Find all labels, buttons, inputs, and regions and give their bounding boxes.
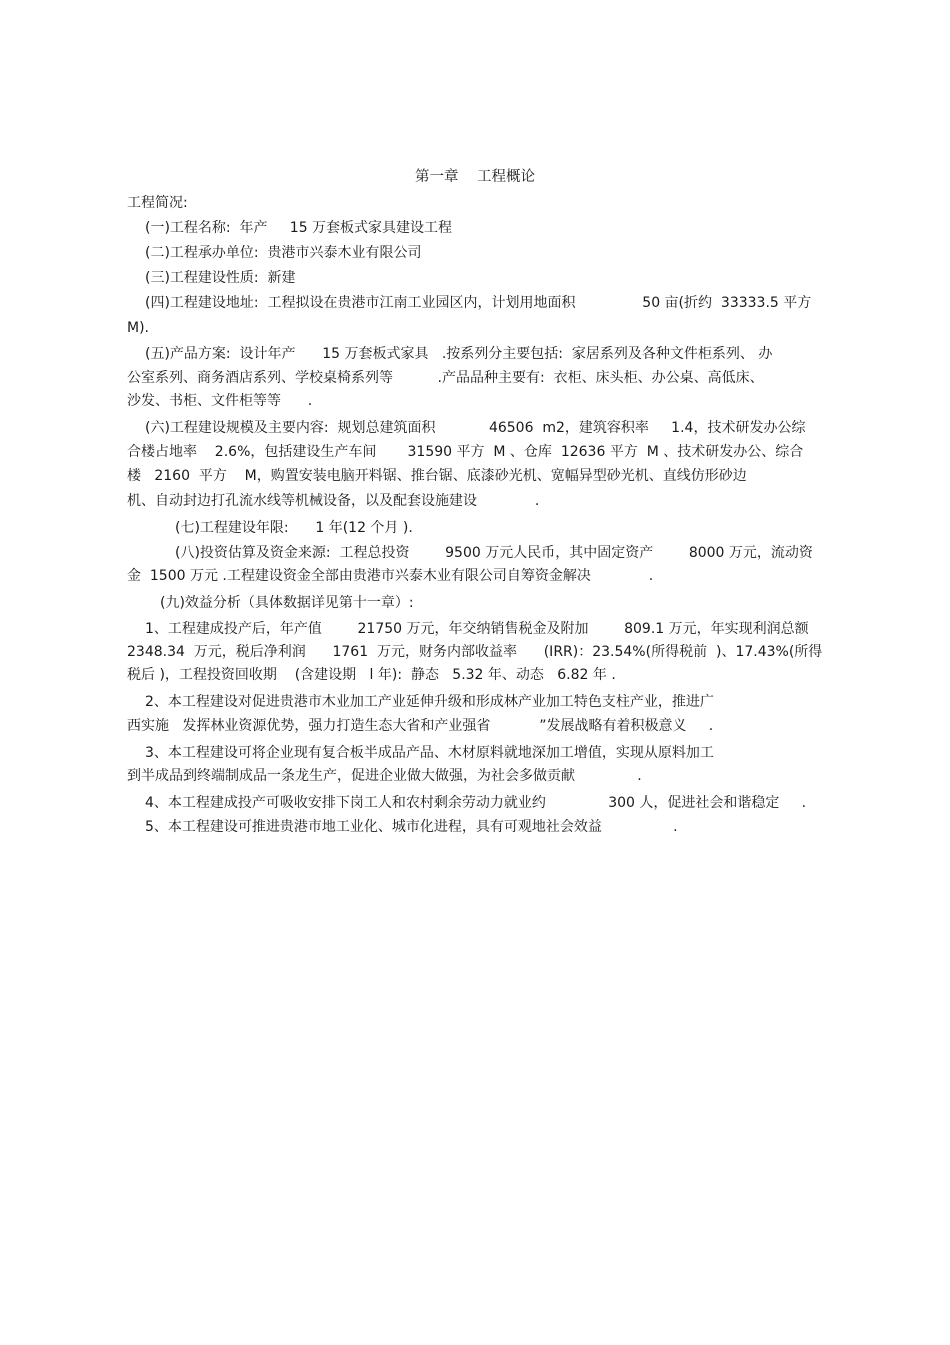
benefit-4: 4、本工程建成投产可吸收安排下岗工人和农村剩余劳动力就业约 300 人，促进社会和谐稳定 . bbox=[145, 795, 807, 811]
item-benefit-analysis: (九)效益分析（具体数据详见第十一章）: bbox=[160, 595, 414, 611]
benefit-3: 3、本工程建设可将企业现有复合板半成品产品、木材原料就地深加工增值，实现从原料加工 bbox=[145, 745, 714, 761]
item-undertaking-unit: (二)工程承办单位: 贵港市兴泰木业有限公司 bbox=[145, 245, 422, 261]
benefit-1-cont-2: 税后 )，工程投资回收期 (含建设期 l 年): 静态 5.32 年、动态 6.82 年 . bbox=[127, 667, 616, 683]
benefit-1-cont-1: 2348.34 万元，税后净利润 1761 万元，财务内部收益率 (IRR)：23.54%(所得税前 )、17.43%(所得 bbox=[127, 644, 823, 660]
chapter-title: 第一章 工程概论 bbox=[415, 169, 535, 185]
item-product-plan-cont-2: 沙发、书柜、文件柜等等 . bbox=[127, 393, 313, 409]
item-construction-site: (四)工程建设地址: 工程拟设在贵港市江南工业园区内，计划用地面积 50 亩(折约 33333.5 平方 bbox=[145, 295, 812, 311]
item-construction-site-cont: M). bbox=[127, 320, 149, 336]
benefit-2: 2、本工程建设对促进贵港市木业加工产业延伸升级和形成林产业加工特色支柱产业，推进广 bbox=[145, 694, 714, 710]
item-construction-nature: (三)工程建设性质: 新建 bbox=[145, 270, 296, 286]
item-scale-content-cont-1: 合楼占地率 2.6%，包括建设生产车间 31590 平方 M 、仓库 12636 平方 M 、技术研发办公、综合 bbox=[127, 444, 804, 460]
item-scale-content-cont-3: 机、自动封边打孔流水线等机械设备，以及配套设施建设 . bbox=[127, 493, 540, 509]
item-investment: (八)投资估算及资金来源: 工程总投资 9500 万元人民币，其中固定资产 8000 万元，流动资 bbox=[175, 545, 813, 561]
item-scale-content-cont-2: 楼 2160 平方 M，购置安装电脑开料锯、推台锯、底漆砂光机、宽幅异型砂光机、直线仿形砂边 bbox=[127, 468, 747, 484]
benefit-3-cont: 到半成品到终端制成品一条龙生产，促进企业做大做强，为社会多做贡献 . bbox=[127, 768, 642, 784]
item-product-plan-cont-1: 公室系列、商务酒店系列、学校桌椅系列等 .产品品种主要有: 衣柜、床头柜、办公桌、高低床、 bbox=[127, 370, 764, 386]
section-heading: 工程简况: bbox=[127, 195, 188, 211]
item-project-name: (一)工程名称: 年产 15 万套板式家具建设工程 bbox=[145, 220, 453, 236]
benefit-2-cont: 西实施 发挥林业资源优势，强力打造生态大省和产业强省 ”发展战略有着积极意义 . bbox=[127, 718, 714, 734]
item-investment-cont: 金 1500 万元 .工程建设资金全部由贵港市兴泰木业有限公司自筹资金解决 . bbox=[127, 568, 654, 584]
benefit-1: 1、工程建成投产后，年产值 21750 万元，年交纳销售税金及附加 809.1 万元，年实现利润总额 bbox=[145, 621, 809, 637]
item-scale-content: (六)工程建设规模及主要内容: 规划总建筑面积 46506 m2，建筑容积率 1.4，技术研发办公综 bbox=[145, 420, 806, 436]
item-construction-period: (七)工程建设年限: 1 年(12 个月 ). bbox=[175, 520, 413, 536]
benefit-5: 5、本工程建设可推进贵港市地工业化、城市化进程，具有可观地社会效益 . bbox=[145, 819, 678, 835]
item-product-plan: (五)产品方案: 设计年产 15 万套板式家具 .按系列分主要包括: 家居系列及各种文件柜系列、 办 bbox=[145, 346, 773, 362]
